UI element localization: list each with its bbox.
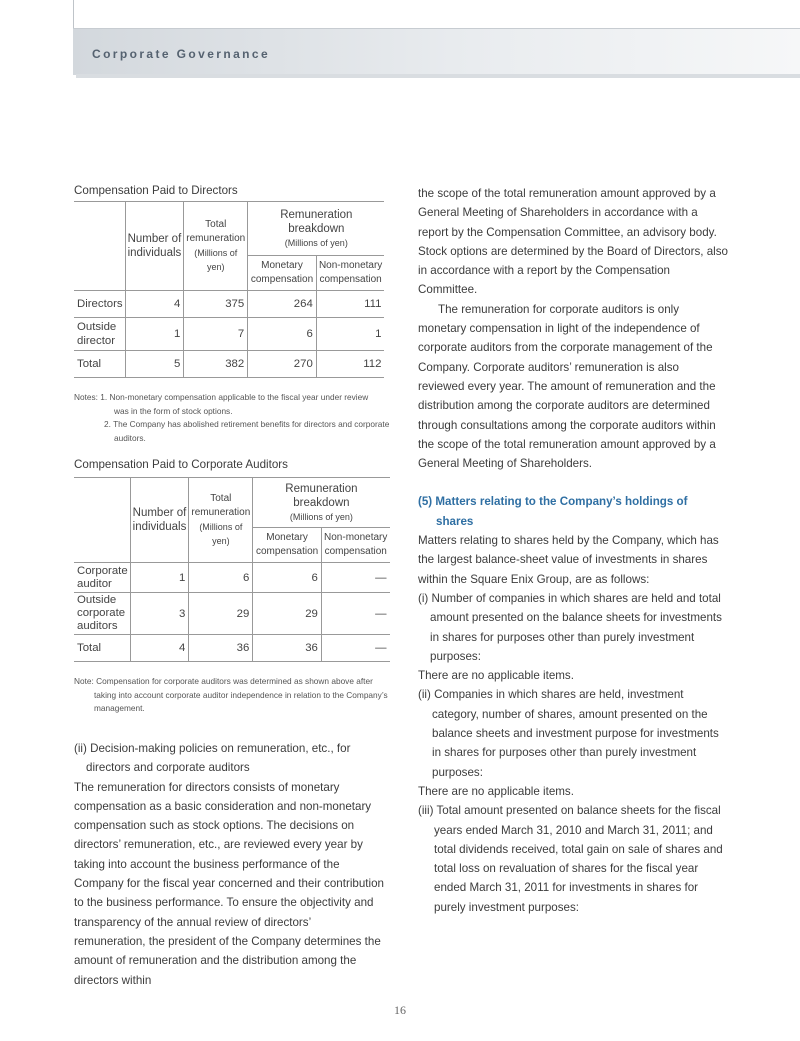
header-nonmonetary-compensation: Non-monetary compensation — [316, 256, 384, 291]
list-item: (ii) Companies in which shares are held, investment category, number of shares, amount presented on the balance sheets and investment purpose for investments in shares for purposes other than purely investment purposes: — [418, 688, 719, 779]
row-label: Directors — [74, 291, 125, 318]
cell-nonmonetary: 112 — [316, 351, 384, 378]
note-line: Note: Compensation for corporate auditors was determined as shown above after — [74, 676, 373, 686]
header-number-of-individuals: Number of individuals — [130, 478, 189, 563]
note-line: was in the form of stock options. — [114, 405, 233, 416]
directors-table-notes — [74, 391, 394, 445]
cell-nonmonetary: 1 — [316, 318, 384, 351]
auditors-table-notes — [74, 675, 394, 716]
shares-section-heading: (5) Matters relating to the Company’s holdings of shares — [418, 495, 688, 528]
left-body-text — [74, 739, 384, 990]
section-title: Corporate Governance — [92, 47, 271, 61]
header-remuneration-breakdown: Remuneration breakdown (Millions of yen) — [253, 478, 390, 528]
table-row — [74, 318, 384, 351]
cell-nonmonetary: 111 — [316, 291, 384, 318]
header-total-remuneration: Total remuneration (Millions of yen) — [184, 202, 248, 291]
cell-total: 375 — [184, 291, 248, 318]
cell-monetary: 6 — [248, 318, 317, 351]
cell-number: 3 — [130, 593, 189, 635]
table-row — [74, 351, 384, 378]
cell-number: 4 — [130, 635, 189, 662]
cell-monetary: 29 — [253, 593, 322, 635]
blank-header-cell — [74, 202, 125, 291]
note-line: auditors. — [114, 432, 146, 443]
paragraph: There are no applicable items. — [418, 669, 574, 683]
directors-compensation-table — [74, 201, 384, 378]
row-label: Outside corporate auditors — [74, 593, 130, 635]
directors-table-caption: Compensation Paid to Directors — [74, 184, 238, 197]
cell-monetary: 270 — [248, 351, 317, 378]
note-line: 2. The Company has abolished retirement benefits for directors and corporate — [104, 419, 390, 429]
cell-total: 382 — [184, 351, 248, 378]
paragraph: The remuneration for corporate auditors is only monetary compensation in light of the independence of corporate auditors from the corporate management of the Company. Corporate auditors’ remuneration is also reviewed every year. The amount of remuneration and the distribution among the corporate auditors are determined through consultations among the corporate auditors within the scope of the total remuneration amount approved by a General Meeting of Shareholders. — [418, 302, 716, 471]
cell-monetary: 36 — [253, 635, 322, 662]
row-label: Corporate auditor — [74, 563, 130, 593]
header-remuneration-breakdown: Remuneration breakdown (Millions of yen) — [248, 202, 385, 256]
paragraph: Matters relating to shares held by the Company, which has the largest balance-sheet value of investments in shares within the Square Enix Group, are as follows: — [418, 534, 719, 586]
remuneration-policy-heading: (ii) Decision-making policies on remuneration, etc., for directors and corporate auditors — [74, 742, 351, 775]
table-row — [74, 635, 390, 662]
cell-monetary: 6 — [253, 563, 322, 593]
header-nonmonetary-compensation: Non-monetary compensation — [321, 528, 389, 563]
note-line: taking into account corporate auditor independence in relation to the Company’s — [94, 689, 388, 700]
header-monetary-compensation: Monetary compensation — [248, 256, 317, 291]
list-item: (iii) Total amount presented on balance sheets for the fiscal years ended March 31, 2010 and March 31, 2011; and total dividends received, total gain on sale of shares and total loss on revaluation of shares for the fiscal year ended March 31, 2011 for investments in shares for purely investment purposes: — [418, 804, 723, 914]
auditors-table-caption: Compensation Paid to Corporate Auditors — [74, 458, 288, 471]
cell-number: 1 — [130, 563, 189, 593]
list-item: (i) Number of companies in which shares are held and total amount presented on the balance sheets for investments in shares for purposes other than purely investment purposes: — [418, 591, 722, 663]
right-body-text — [418, 184, 728, 917]
header-monetary-compensation: Monetary compensation — [253, 528, 322, 563]
table-row — [74, 563, 390, 593]
note-line: management. — [94, 703, 145, 713]
note-line: Notes: 1. Non-monetary compensation applicable to the fiscal year under review — [74, 392, 369, 402]
cell-total: 7 — [184, 318, 248, 351]
row-label: Total — [74, 351, 125, 378]
cell-monetary: 264 — [248, 291, 317, 318]
table-row — [74, 593, 390, 635]
remuneration-policy-paragraph: The remuneration for directors consists of monetary compensation as a basic consideration and non-monetary compensation such as stock options. The decisions on directors’ remuneration, etc., are reviewed every year by taking into account the business performance of the Company for the fiscal year concerned and their contribution to the business performance. To ensure the objectivity and transparency of the annual review of directors’ remuneration, the president of the Company determines the amount of remuneration and the distribution among the directors within — [74, 780, 384, 987]
cell-nonmonetary: — — [321, 635, 389, 662]
table-row — [74, 291, 384, 318]
auditors-compensation-table — [74, 477, 390, 662]
header-shadow — [76, 74, 800, 78]
cell-number: 5 — [125, 351, 184, 378]
cell-number: 1 — [125, 318, 184, 351]
row-label: Outside director — [74, 318, 125, 351]
cell-number: 4 — [125, 291, 184, 318]
page-header — [0, 0, 800, 81]
header-total-remuneration: Total remuneration (Millions of yen) — [189, 478, 253, 563]
row-label: Total — [74, 635, 130, 662]
cell-nonmonetary: — — [321, 593, 389, 635]
paragraph: There are no applicable items. — [418, 784, 574, 798]
cell-total: 6 — [189, 563, 253, 593]
blank-header-cell — [74, 478, 130, 563]
cell-total: 29 — [189, 593, 253, 635]
cell-total: 36 — [189, 635, 253, 662]
cell-nonmonetary: — — [321, 563, 389, 593]
page-number: 16 — [394, 1003, 406, 1017]
header-number-of-individuals: Number of individuals — [125, 202, 184, 291]
paragraph: the scope of the total remuneration amount approved by a General Meeting of Shareholders in accordance with a report by the Compensation Committee, an advisory body. Stock options are determined by the Board of Directors, also in accordance with a report by the Compensation Committee. — [418, 187, 728, 297]
